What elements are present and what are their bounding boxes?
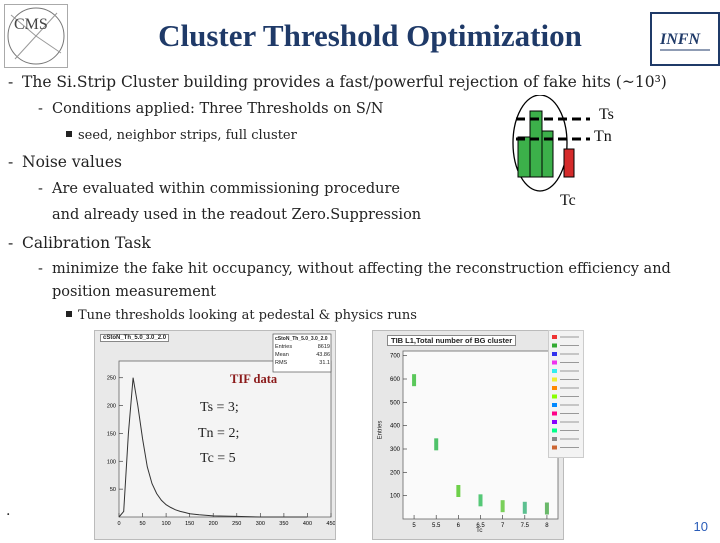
bg-ytick-label: 700 [389,353,400,360]
slide-title: Cluster Threshold Optimization [158,18,582,53]
hist-xtick-label: 250 [232,521,242,527]
hist-ytick-label: 200 [106,403,116,410]
bullet-2-1: - Are evaluated within commissioning procedure [38,181,400,197]
neighbor-strip-bar [518,137,530,177]
bg-ytick-label: 200 [389,470,400,477]
bg-ytick-label: 600 [389,377,400,383]
bg-xtick-label: 7 [500,523,505,529]
bg-plot-ylabel: Entries [377,420,384,440]
legend-swatch [552,412,557,416]
bg-plot-xlabel: Tc [476,527,483,534]
hist-xtick-label: 450 [326,521,335,527]
bg-data-point [479,494,483,506]
bg-ytick-label: 500 [389,400,400,407]
bg-ytick-label: 300 [389,447,400,453]
square-bullet-icon [66,311,72,317]
bg-cluster-plot [372,330,564,540]
legend-swatch [552,395,557,399]
hist-xtick-label: 0 [117,521,121,527]
bullet-3-1-1: Tune thresholds looking at pedestal & physics runs [66,308,417,323]
threshold-diagram [510,95,660,215]
ts-label: Ts [599,106,614,123]
bg-data-point [456,485,460,497]
bullet-2: - Noise values [8,153,122,171]
legend-swatch [552,369,557,373]
legend-swatch [552,403,557,407]
rejected-strip-bar [564,149,574,177]
legend-swatch [552,352,557,356]
bullet-1-1-1: seed, neighbor strips, full cluster [66,128,297,143]
hist-xtick-label: 350 [279,521,289,527]
hist-ytick-label: 250 [106,375,116,382]
bullet-3-1-cont: position measurement [52,284,216,300]
bg-plot-title: TIB L1,Total number of BG cluster [387,335,516,346]
bg-ytick-label: 100 [389,493,400,500]
legend-swatch [552,361,557,365]
ts-setting: Ts = 3; [200,400,239,415]
legend-swatch [552,446,557,450]
bullet-3-1: - minimize the fake hit occupancy, without affecting the reconstruction efficiency and [38,261,671,277]
square-bullet-icon [66,131,72,137]
hist-xtick-label: 200 [208,521,218,527]
bullet-3: - Calibration Task [8,234,151,252]
bg-data-point [412,374,416,386]
tc-label: Tc [560,192,576,209]
svg-text:CMS: CMS [14,16,48,33]
bg-xtick-label: 6 [456,523,461,529]
bg-xtick-label: 6.5 [476,523,485,529]
hist-xtick-label: 300 [255,521,265,527]
hist-xtick-label: 400 [302,521,313,527]
hist-xtick-label: 150 [185,521,195,527]
bg-xtick-label: 5 [412,523,416,529]
tn-label: Tn [594,128,612,145]
legend-swatch [552,420,557,424]
legend-swatch [552,335,557,339]
seed-strip-bar [530,111,542,177]
bg-ytick-label: 400 [389,423,400,430]
legend-swatch [552,344,557,348]
svg-text:INFN: INFN [660,31,701,48]
bg-data-point [434,438,438,450]
bullet-1: - The Si.Strip Cluster building provides a fast/powerful rejection of fake hits (~10³) [8,73,667,91]
hist-ytick-label: 100 [106,459,116,466]
bg-data-point [545,503,549,515]
hist-xtick-label: 100 [161,521,171,527]
hist-ytick-label: 150 [106,431,116,438]
bullet-1-1: - Conditions applied: Three Thresholds on S/N [38,101,384,117]
legend-swatch [552,437,557,441]
bg-data-point [501,500,505,512]
tc-setting: Tc = 5 [200,451,236,466]
tif-data-label: TIF data [230,372,278,386]
legend-swatch [552,386,557,390]
hist-title: cStoN_Th_5.0_3.0_2.0 [100,334,169,342]
legend-swatch [552,378,557,382]
hist-ytick-label: 50 [109,487,116,494]
bg-xtick-label: 7.5 [520,523,529,529]
stats-text: cStoN_Th_5.0_3.0_2.0 Entries 8619 Mean 43.86 RMS 31.1 [275,336,330,366]
bg-xtick-label: 8 [545,523,549,529]
hist-xtick-label: 50 [139,521,146,527]
legend-swatch [552,429,557,433]
bg-cluster-svg [373,331,563,539]
bg-xtick-label: 5.5 [432,523,441,529]
page-number: 10 [693,519,708,534]
bg-data-point [523,502,527,514]
corner-dot: . [6,503,11,519]
bullet-2-1-cont: and already used in the readout Zero.Suppression [52,207,422,223]
legend-panel [548,330,584,458]
tn-setting: Tn = 2; [198,426,240,441]
